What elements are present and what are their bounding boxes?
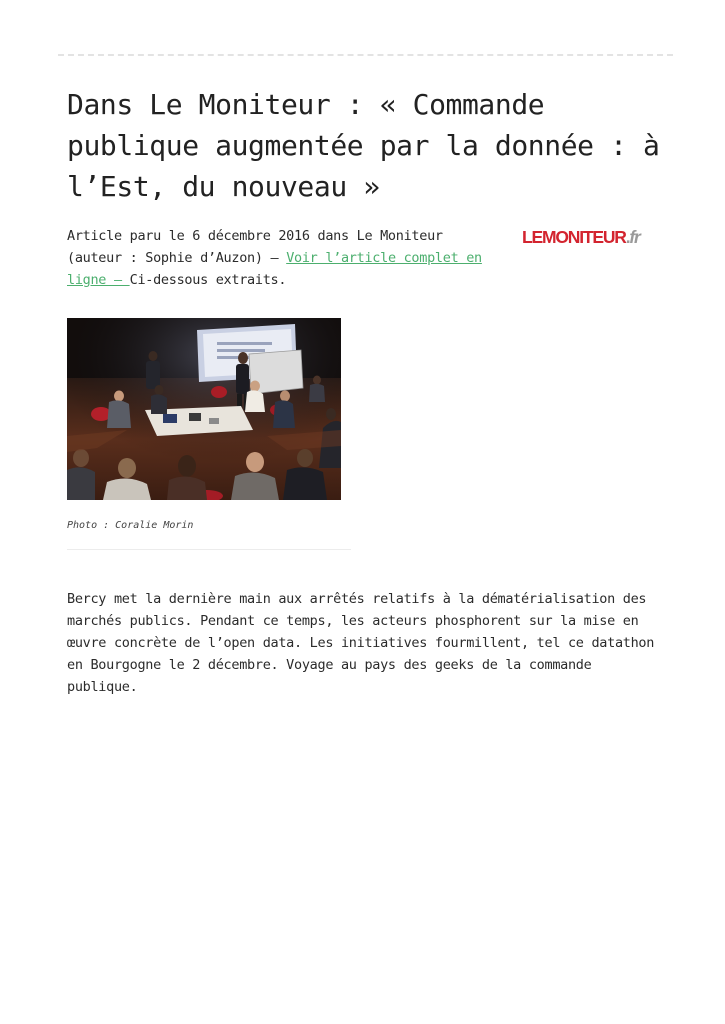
intro-text: Article paru le 6 décembre 2016 dans Le Moniteur (auteur : Sophie d’Auzon) –	[67, 228, 443, 266]
photo-caption: Photo : Coralie Morin	[67, 520, 194, 531]
le-moniteur-logo: LEMONITEUR.fr	[522, 227, 640, 247]
page-title: Dans Le Moniteur : « Commande publique augmentée par la donnée : à l’Est, du nouveau »	[67, 88, 660, 203]
intro-text-end: Ci-dessous extraits.	[129, 272, 287, 288]
full-article-link[interactable]: Voir l’article complet en ligne –	[67, 250, 482, 288]
article-intro	[67, 225, 487, 291]
article-excerpt: Bercy met la dernière main aux arrêtés relatifs à la dématérialisation des marchés publics. Pendant ce temps, les acteurs phosphorent sur la mise en œuvre concrète de l’open data. Les initiatives fourmillent, tel ce datathon en Bourgogne le 2 décembre. Voyage au pays des geeks de la commande publique.	[67, 591, 655, 695]
caption-divider	[67, 549, 351, 550]
datathon-photo	[67, 318, 341, 500]
top-divider	[58, 54, 673, 56]
